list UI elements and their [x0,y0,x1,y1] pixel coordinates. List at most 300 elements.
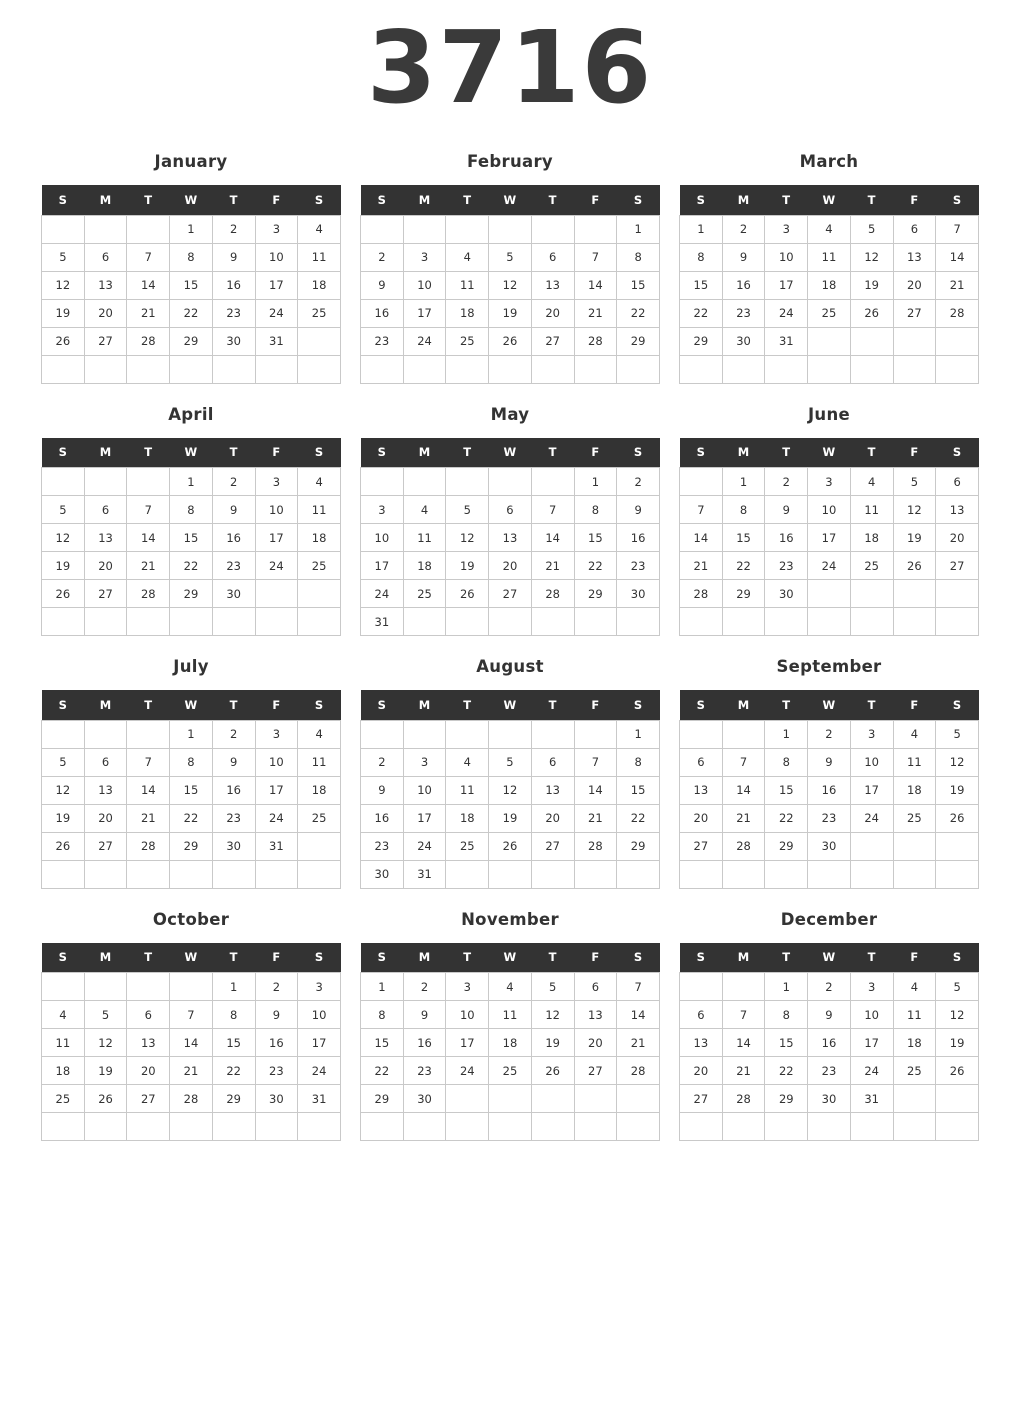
day-cell[interactable]: 6 [489,496,532,524]
day-cell[interactable]: 23 [765,552,808,580]
day-cell[interactable]: 20 [680,804,723,832]
day-cell[interactable]: 22 [574,552,617,580]
day-cell[interactable]: 22 [361,1057,404,1085]
day-cell[interactable]: 10 [403,271,446,299]
day-cell[interactable]: 10 [298,1001,341,1029]
day-cell[interactable]: 28 [574,832,617,860]
day-cell[interactable]: 12 [893,496,936,524]
day-cell[interactable]: 18 [298,776,341,804]
day-cell[interactable]: 30 [361,860,404,888]
day-cell[interactable]: 13 [84,524,127,552]
day-cell[interactable]: 6 [893,215,936,243]
day-cell[interactable]: 16 [212,271,255,299]
day-cell[interactable]: 19 [531,1029,574,1057]
day-cell[interactable]: 20 [680,1057,723,1085]
day-cell[interactable]: 24 [808,552,851,580]
day-cell[interactable]: 1 [170,720,213,748]
day-cell[interactable]: 27 [893,299,936,327]
day-cell[interactable]: 8 [680,243,723,271]
day-cell[interactable]: 19 [489,804,532,832]
day-cell[interactable]: 11 [298,748,341,776]
day-cell[interactable]: 10 [255,496,298,524]
day-cell[interactable]: 22 [765,804,808,832]
day-cell[interactable]: 21 [574,804,617,832]
day-cell[interactable]: 30 [212,327,255,355]
day-cell[interactable]: 4 [446,243,489,271]
day-cell[interactable]: 26 [936,1057,979,1085]
day-cell[interactable]: 13 [531,776,574,804]
day-cell[interactable]: 27 [574,1057,617,1085]
day-cell[interactable]: 23 [212,804,255,832]
day-cell[interactable]: 8 [722,496,765,524]
day-cell[interactable]: 15 [765,1029,808,1057]
day-cell[interactable]: 12 [531,1001,574,1029]
day-cell[interactable]: 15 [170,776,213,804]
day-cell[interactable]: 16 [403,1029,446,1057]
day-cell[interactable]: 22 [170,299,213,327]
day-cell[interactable]: 29 [765,1085,808,1113]
day-cell[interactable]: 23 [212,552,255,580]
day-cell[interactable]: 21 [722,804,765,832]
day-cell[interactable]: 22 [212,1057,255,1085]
day-cell[interactable]: 30 [722,327,765,355]
day-cell[interactable]: 23 [617,552,660,580]
day-cell[interactable]: 8 [170,748,213,776]
day-cell[interactable]: 11 [808,243,851,271]
day-cell[interactable]: 2 [765,468,808,496]
day-cell[interactable]: 19 [84,1057,127,1085]
day-cell[interactable]: 24 [298,1057,341,1085]
day-cell[interactable]: 25 [298,804,341,832]
day-cell[interactable]: 7 [127,748,170,776]
day-cell[interactable]: 30 [765,580,808,608]
day-cell[interactable]: 16 [617,524,660,552]
day-cell[interactable]: 20 [127,1057,170,1085]
day-cell[interactable]: 20 [84,804,127,832]
day-cell[interactable]: 20 [531,299,574,327]
day-cell[interactable]: 11 [850,496,893,524]
day-cell[interactable]: 10 [361,524,404,552]
day-cell[interactable]: 8 [765,1001,808,1029]
day-cell[interactable]: 3 [446,973,489,1001]
day-cell[interactable]: 3 [255,215,298,243]
day-cell[interactable]: 30 [617,580,660,608]
day-cell[interactable]: 13 [84,776,127,804]
day-cell[interactable]: 5 [850,215,893,243]
day-cell[interactable]: 18 [403,552,446,580]
day-cell[interactable]: 25 [403,580,446,608]
day-cell[interactable]: 23 [255,1057,298,1085]
day-cell[interactable]: 29 [170,832,213,860]
day-cell[interactable]: 19 [936,776,979,804]
day-cell[interactable]: 22 [170,552,213,580]
day-cell[interactable]: 15 [722,524,765,552]
day-cell[interactable]: 2 [255,973,298,1001]
day-cell[interactable]: 31 [255,832,298,860]
day-cell[interactable]: 3 [850,720,893,748]
day-cell[interactable]: 7 [936,215,979,243]
day-cell[interactable]: 11 [893,748,936,776]
day-cell[interactable]: 10 [850,1001,893,1029]
day-cell[interactable]: 9 [212,496,255,524]
day-cell[interactable]: 17 [808,524,851,552]
day-cell[interactable]: 5 [42,748,85,776]
day-cell[interactable]: 21 [127,299,170,327]
day-cell[interactable]: 29 [574,580,617,608]
day-cell[interactable]: 21 [531,552,574,580]
day-cell[interactable]: 30 [212,580,255,608]
day-cell[interactable]: 5 [936,973,979,1001]
day-cell[interactable]: 18 [893,776,936,804]
day-cell[interactable]: 2 [212,215,255,243]
day-cell[interactable]: 11 [42,1029,85,1057]
day-cell[interactable]: 1 [765,973,808,1001]
day-cell[interactable]: 16 [722,271,765,299]
day-cell[interactable]: 19 [42,804,85,832]
day-cell[interactable]: 4 [298,468,341,496]
day-cell[interactable]: 23 [403,1057,446,1085]
day-cell[interactable]: 1 [722,468,765,496]
day-cell[interactable]: 12 [489,271,532,299]
day-cell[interactable]: 20 [84,299,127,327]
day-cell[interactable]: 7 [127,243,170,271]
day-cell[interactable]: 3 [403,243,446,271]
day-cell[interactable]: 27 [84,327,127,355]
day-cell[interactable]: 25 [489,1057,532,1085]
day-cell[interactable]: 8 [361,1001,404,1029]
day-cell[interactable]: 9 [722,243,765,271]
day-cell[interactable]: 4 [42,1001,85,1029]
day-cell[interactable]: 26 [42,580,85,608]
day-cell[interactable]: 4 [808,215,851,243]
day-cell[interactable]: 1 [170,215,213,243]
day-cell[interactable]: 11 [489,1001,532,1029]
day-cell[interactable]: 1 [765,720,808,748]
day-cell[interactable]: 3 [808,468,851,496]
day-cell[interactable]: 16 [808,776,851,804]
day-cell[interactable]: 1 [574,468,617,496]
day-cell[interactable]: 9 [212,748,255,776]
day-cell[interactable]: 12 [42,776,85,804]
day-cell[interactable]: 7 [574,243,617,271]
day-cell[interactable]: 24 [255,552,298,580]
day-cell[interactable]: 3 [298,973,341,1001]
day-cell[interactable]: 23 [361,832,404,860]
day-cell[interactable]: 6 [574,973,617,1001]
day-cell[interactable]: 23 [212,299,255,327]
day-cell[interactable]: 25 [893,1057,936,1085]
day-cell[interactable]: 5 [42,496,85,524]
day-cell[interactable]: 27 [680,832,723,860]
day-cell[interactable]: 4 [893,973,936,1001]
day-cell[interactable]: 29 [361,1085,404,1113]
day-cell[interactable]: 25 [850,552,893,580]
day-cell[interactable]: 8 [617,243,660,271]
day-cell[interactable]: 19 [936,1029,979,1057]
day-cell[interactable]: 25 [808,299,851,327]
day-cell[interactable]: 31 [361,608,404,636]
day-cell[interactable]: 27 [127,1085,170,1113]
day-cell[interactable]: 10 [255,748,298,776]
day-cell[interactable]: 2 [212,720,255,748]
day-cell[interactable]: 14 [170,1029,213,1057]
day-cell[interactable]: 3 [850,973,893,1001]
day-cell[interactable]: 7 [617,973,660,1001]
day-cell[interactable]: 26 [42,327,85,355]
day-cell[interactable]: 14 [574,271,617,299]
day-cell[interactable]: 23 [361,327,404,355]
day-cell[interactable]: 21 [574,299,617,327]
day-cell[interactable]: 10 [850,748,893,776]
day-cell[interactable]: 1 [361,973,404,1001]
day-cell[interactable]: 13 [489,524,532,552]
day-cell[interactable]: 24 [403,327,446,355]
day-cell[interactable]: 27 [680,1085,723,1113]
day-cell[interactable]: 18 [446,804,489,832]
day-cell[interactable]: 10 [765,243,808,271]
day-cell[interactable]: 11 [446,271,489,299]
day-cell[interactable]: 18 [298,271,341,299]
day-cell[interactable]: 20 [531,804,574,832]
day-cell[interactable]: 21 [617,1029,660,1057]
day-cell[interactable]: 16 [255,1029,298,1057]
day-cell[interactable]: 29 [617,327,660,355]
day-cell[interactable]: 30 [212,832,255,860]
day-cell[interactable]: 13 [936,496,979,524]
day-cell[interactable]: 28 [936,299,979,327]
day-cell[interactable]: 27 [84,832,127,860]
day-cell[interactable]: 6 [680,748,723,776]
day-cell[interactable]: 16 [765,524,808,552]
day-cell[interactable]: 15 [212,1029,255,1057]
day-cell[interactable]: 26 [42,832,85,860]
day-cell[interactable]: 29 [212,1085,255,1113]
day-cell[interactable]: 9 [617,496,660,524]
day-cell[interactable]: 17 [403,804,446,832]
day-cell[interactable]: 17 [298,1029,341,1057]
day-cell[interactable]: 26 [850,299,893,327]
day-cell[interactable]: 21 [170,1057,213,1085]
day-cell[interactable]: 8 [170,243,213,271]
day-cell[interactable]: 2 [212,468,255,496]
day-cell[interactable]: 10 [403,776,446,804]
day-cell[interactable]: 15 [361,1029,404,1057]
day-cell[interactable]: 15 [170,271,213,299]
day-cell[interactable]: 5 [936,720,979,748]
day-cell[interactable]: 21 [680,552,723,580]
day-cell[interactable]: 17 [403,299,446,327]
day-cell[interactable]: 25 [42,1085,85,1113]
day-cell[interactable]: 3 [255,720,298,748]
day-cell[interactable]: 11 [893,1001,936,1029]
day-cell[interactable]: 1 [617,720,660,748]
day-cell[interactable]: 28 [127,327,170,355]
day-cell[interactable]: 2 [808,720,851,748]
day-cell[interactable]: 7 [680,496,723,524]
day-cell[interactable]: 22 [680,299,723,327]
day-cell[interactable]: 13 [531,271,574,299]
day-cell[interactable]: 1 [617,215,660,243]
day-cell[interactable]: 3 [361,496,404,524]
day-cell[interactable]: 3 [765,215,808,243]
day-cell[interactable]: 14 [127,776,170,804]
day-cell[interactable]: 26 [893,552,936,580]
day-cell[interactable]: 24 [361,580,404,608]
day-cell[interactable]: 20 [84,552,127,580]
day-cell[interactable]: 24 [850,804,893,832]
day-cell[interactable]: 30 [808,832,851,860]
day-cell[interactable]: 15 [574,524,617,552]
day-cell[interactable]: 26 [936,804,979,832]
day-cell[interactable]: 17 [850,1029,893,1057]
day-cell[interactable]: 4 [298,215,341,243]
day-cell[interactable]: 5 [84,1001,127,1029]
day-cell[interactable]: 17 [446,1029,489,1057]
day-cell[interactable]: 24 [850,1057,893,1085]
day-cell[interactable]: 28 [170,1085,213,1113]
day-cell[interactable]: 30 [403,1085,446,1113]
day-cell[interactable]: 14 [127,271,170,299]
day-cell[interactable]: 18 [893,1029,936,1057]
day-cell[interactable]: 7 [531,496,574,524]
day-cell[interactable]: 10 [446,1001,489,1029]
day-cell[interactable]: 22 [617,299,660,327]
day-cell[interactable]: 26 [446,580,489,608]
day-cell[interactable]: 12 [936,1001,979,1029]
day-cell[interactable]: 17 [361,552,404,580]
day-cell[interactable]: 15 [680,271,723,299]
day-cell[interactable]: 27 [936,552,979,580]
day-cell[interactable]: 12 [489,776,532,804]
day-cell[interactable]: 9 [808,748,851,776]
day-cell[interactable]: 31 [298,1085,341,1113]
day-cell[interactable]: 29 [170,580,213,608]
day-cell[interactable]: 26 [531,1057,574,1085]
day-cell[interactable]: 17 [255,524,298,552]
day-cell[interactable]: 11 [403,524,446,552]
day-cell[interactable]: 8 [617,748,660,776]
day-cell[interactable]: 31 [255,327,298,355]
day-cell[interactable]: 23 [808,1057,851,1085]
day-cell[interactable]: 7 [127,496,170,524]
day-cell[interactable]: 15 [617,271,660,299]
day-cell[interactable]: 8 [170,496,213,524]
day-cell[interactable]: 31 [765,327,808,355]
day-cell[interactable]: 12 [446,524,489,552]
day-cell[interactable]: 5 [446,496,489,524]
day-cell[interactable]: 11 [298,243,341,271]
day-cell[interactable]: 27 [531,327,574,355]
day-cell[interactable]: 19 [42,299,85,327]
day-cell[interactable]: 29 [617,832,660,860]
day-cell[interactable]: 14 [574,776,617,804]
day-cell[interactable]: 25 [446,832,489,860]
day-cell[interactable]: 18 [850,524,893,552]
day-cell[interactable]: 29 [722,580,765,608]
day-cell[interactable]: 22 [765,1057,808,1085]
day-cell[interactable]: 7 [170,1001,213,1029]
day-cell[interactable]: 28 [617,1057,660,1085]
day-cell[interactable]: 9 [403,1001,446,1029]
day-cell[interactable]: 9 [361,271,404,299]
day-cell[interactable]: 21 [127,552,170,580]
day-cell[interactable]: 14 [531,524,574,552]
day-cell[interactable]: 23 [722,299,765,327]
day-cell[interactable]: 16 [361,299,404,327]
day-cell[interactable]: 16 [361,804,404,832]
day-cell[interactable]: 7 [722,748,765,776]
day-cell[interactable]: 6 [84,496,127,524]
day-cell[interactable]: 26 [489,327,532,355]
day-cell[interactable]: 6 [680,1001,723,1029]
day-cell[interactable]: 16 [212,524,255,552]
day-cell[interactable]: 9 [212,243,255,271]
day-cell[interactable]: 22 [170,804,213,832]
day-cell[interactable]: 10 [255,243,298,271]
day-cell[interactable]: 29 [765,832,808,860]
day-cell[interactable]: 2 [361,748,404,776]
day-cell[interactable]: 17 [850,776,893,804]
day-cell[interactable]: 20 [574,1029,617,1057]
day-cell[interactable]: 30 [808,1085,851,1113]
day-cell[interactable]: 26 [84,1085,127,1113]
day-cell[interactable]: 6 [127,1001,170,1029]
day-cell[interactable]: 22 [617,804,660,832]
day-cell[interactable]: 12 [84,1029,127,1057]
day-cell[interactable]: 3 [255,468,298,496]
day-cell[interactable]: 29 [170,327,213,355]
day-cell[interactable]: 28 [680,580,723,608]
day-cell[interactable]: 4 [446,748,489,776]
day-cell[interactable]: 9 [808,1001,851,1029]
day-cell[interactable]: 27 [531,832,574,860]
day-cell[interactable]: 4 [893,720,936,748]
day-cell[interactable]: 5 [531,973,574,1001]
day-cell[interactable]: 1 [680,215,723,243]
day-cell[interactable]: 21 [722,1057,765,1085]
day-cell[interactable]: 14 [127,524,170,552]
day-cell[interactable]: 15 [617,776,660,804]
day-cell[interactable]: 5 [42,243,85,271]
day-cell[interactable]: 2 [722,215,765,243]
day-cell[interactable]: 17 [255,776,298,804]
day-cell[interactable]: 14 [617,1001,660,1029]
day-cell[interactable]: 2 [808,973,851,1001]
day-cell[interactable]: 24 [255,804,298,832]
day-cell[interactable]: 17 [765,271,808,299]
day-cell[interactable]: 24 [403,832,446,860]
day-cell[interactable]: 18 [298,524,341,552]
day-cell[interactable]: 6 [531,243,574,271]
day-cell[interactable]: 24 [255,299,298,327]
day-cell[interactable]: 19 [489,299,532,327]
day-cell[interactable]: 28 [722,832,765,860]
day-cell[interactable]: 28 [574,327,617,355]
day-cell[interactable]: 21 [936,271,979,299]
day-cell[interactable]: 11 [298,496,341,524]
day-cell[interactable]: 28 [127,832,170,860]
day-cell[interactable]: 18 [808,271,851,299]
day-cell[interactable]: 1 [212,973,255,1001]
day-cell[interactable]: 6 [531,748,574,776]
day-cell[interactable]: 3 [403,748,446,776]
day-cell[interactable]: 13 [127,1029,170,1057]
day-cell[interactable]: 18 [446,299,489,327]
day-cell[interactable]: 13 [84,271,127,299]
day-cell[interactable]: 27 [84,580,127,608]
day-cell[interactable]: 2 [617,468,660,496]
day-cell[interactable]: 6 [84,243,127,271]
